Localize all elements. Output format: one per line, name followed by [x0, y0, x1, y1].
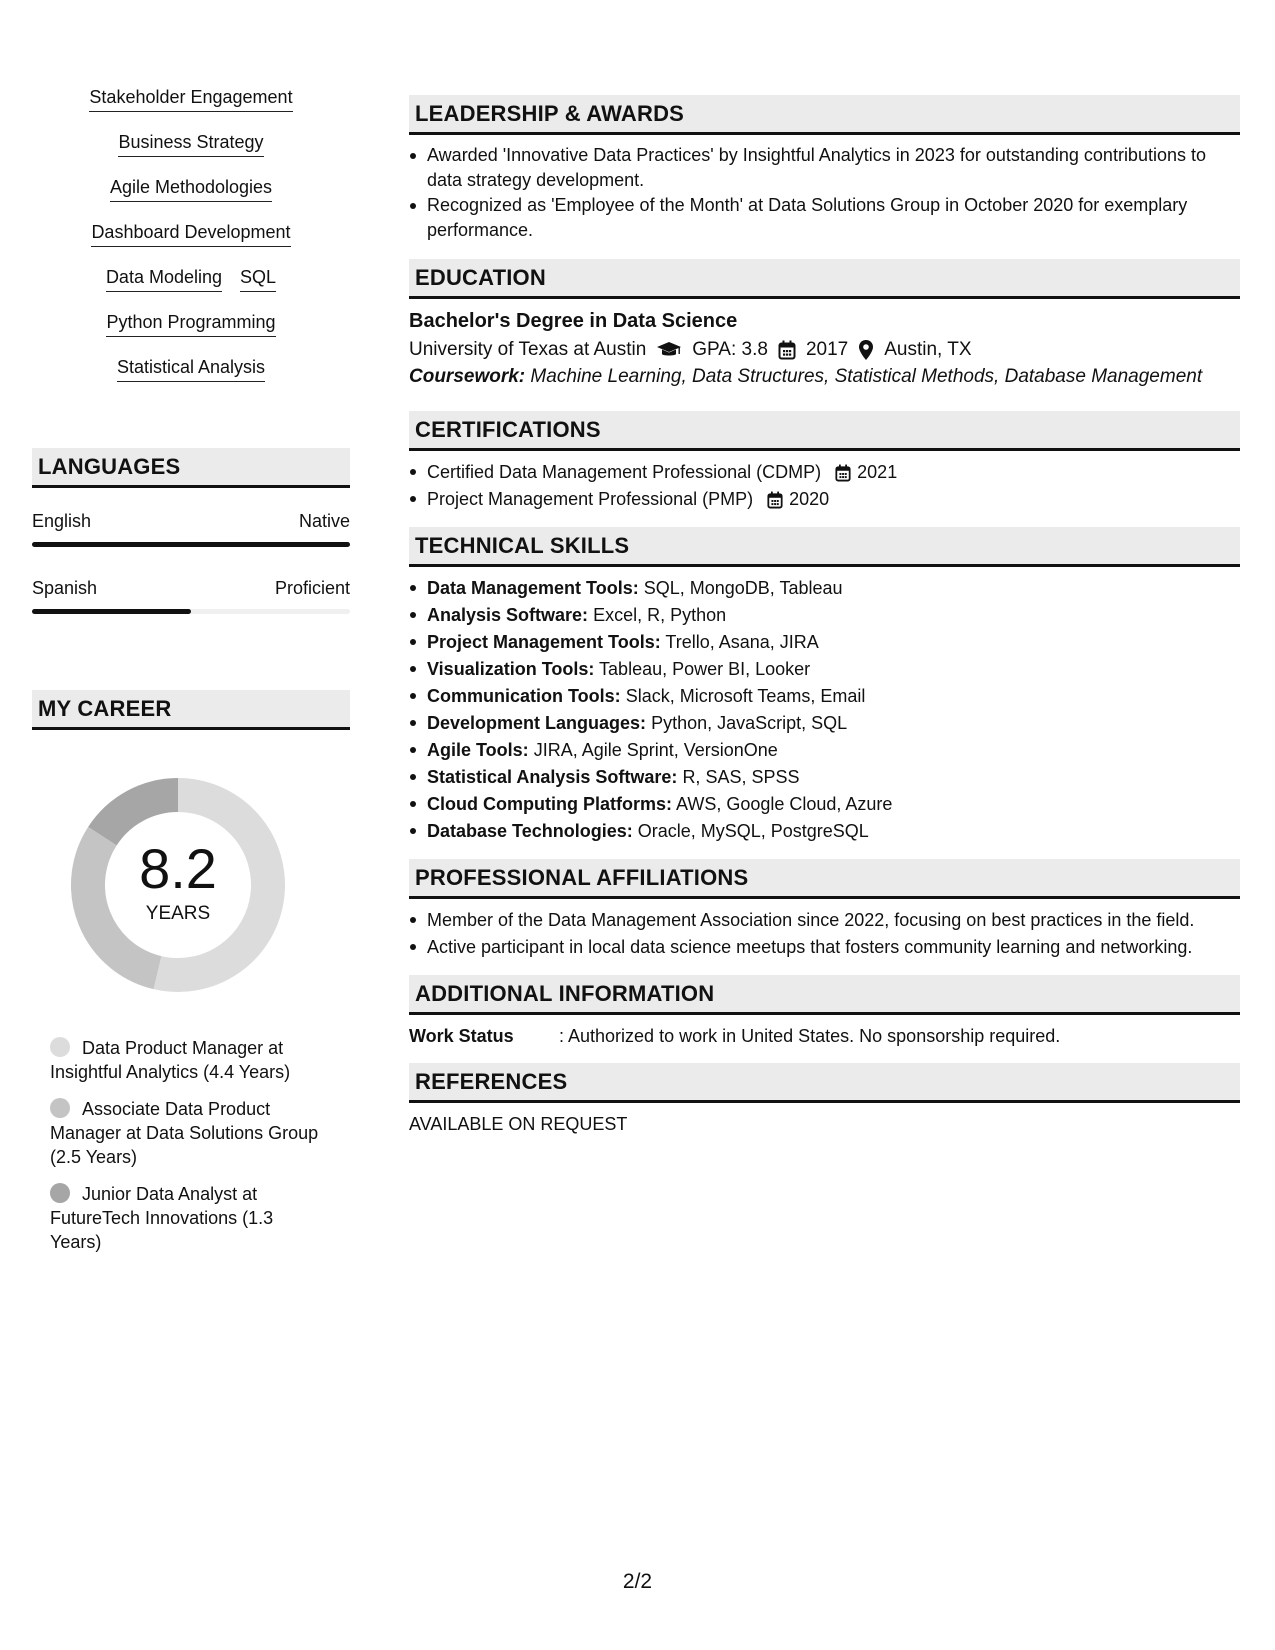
calendar-icon [767, 491, 783, 509]
skill-category: Project Management Tools: [427, 632, 661, 652]
career-role-label: Junior Data Analyst at FutureTech Innovations (1.3 Years) [50, 1184, 274, 1252]
language-level: Proficient [274, 578, 350, 598]
languages-heading [32, 448, 350, 488]
technical-skills-list [409, 575, 1240, 845]
education-gpa: GPA: 3.8 [692, 339, 768, 360]
list-item: Member of the Data Management Association since 2022, focusing on best practices in the field. [409, 907, 1240, 934]
language-item [32, 577, 350, 614]
section-title: TECHNICAL SKILLS [415, 532, 630, 558]
calendar-icon [835, 464, 851, 482]
skill-values: Slack, Microsoft Teams, Email [625, 686, 866, 706]
certifications-list [409, 459, 1240, 513]
work-status-row [409, 1023, 1240, 1049]
skill-category: Visualization Tools: [427, 659, 595, 679]
language-bar [32, 609, 350, 614]
list-item: Awarded 'Innovative Data Practices' by Insightful Analytics in 2023 for outstanding contributions to data strategy development. [409, 143, 1240, 193]
language-bar-fill [32, 609, 191, 614]
career-years-unit: YEARS [145, 903, 211, 924]
skill-tag: Dashboard Development [91, 221, 290, 247]
skill-category: Statistical Analysis Software: [427, 767, 678, 787]
skill-values: Trello, Asana, JIRA [665, 632, 819, 652]
section-title: EDUCATION [415, 264, 546, 290]
certification-year: 2021 [857, 462, 898, 482]
list-item [409, 764, 1240, 791]
technical-skills-heading [409, 527, 1240, 567]
affiliations-heading [409, 859, 1240, 899]
skill-values: Python, JavaScript, SQL [651, 713, 848, 733]
education-heading [409, 259, 1240, 299]
certifications-heading [409, 411, 1240, 451]
skill-tag: Stakeholder Engagement [89, 86, 292, 112]
career-role-label: Associate Data Product Manager at Data Solutions Group (2.5 Years) [50, 1099, 319, 1167]
skills-list [32, 86, 350, 401]
page-number: 2/2 [622, 1570, 653, 1593]
leadership-list [409, 143, 1240, 243]
skill-values: Excel, R, Python [593, 605, 727, 625]
affiliations-list [409, 907, 1240, 961]
skill-row [118, 131, 263, 176]
career-legend [32, 1036, 322, 1254]
section-title: CERTIFICATIONS [415, 416, 601, 442]
section-title: PROFESSIONAL AFFILIATIONS [415, 864, 749, 890]
additional-info-heading [409, 975, 1240, 1015]
right-column [409, 95, 1240, 1137]
skill-row [117, 356, 265, 401]
career-legend-item [50, 1036, 322, 1084]
skill-category: Database Technologies: [427, 821, 633, 841]
skill-row [106, 266, 276, 311]
skill-row [91, 221, 290, 266]
language-name: English [32, 511, 92, 531]
legend-dot [50, 1183, 70, 1203]
education-year: 2017 [805, 339, 849, 360]
list-item [409, 737, 1240, 764]
skill-category: Communication Tools: [427, 686, 621, 706]
list-item: Recognized as 'Employee of the Month' at Data Solutions Group in October 2020 for exemplary performance. [409, 193, 1240, 243]
skill-values: SQL, MongoDB, Tableau [643, 578, 843, 598]
certification-name: Project Management Professional (PMP) [427, 489, 754, 509]
skill-values: R, SAS, SPSS [682, 767, 800, 787]
education-location: Austin, TX [884, 339, 972, 360]
graduation-cap-icon [656, 341, 682, 359]
skill-values: Tableau, Power BI, Looker [599, 659, 811, 679]
education-degree: Bachelor's Degree in Data Science [409, 310, 738, 332]
section-title: LEADERSHIP & AWARDS [415, 100, 685, 126]
skill-category: Development Languages: [427, 713, 647, 733]
career-total-years: 8.2 [139, 837, 217, 900]
section-title: LANGUAGES [38, 453, 181, 479]
language-item [32, 510, 350, 547]
list-item [409, 710, 1240, 737]
list-item [409, 629, 1240, 656]
language-name: Spanish [32, 578, 98, 598]
legend-dot [50, 1098, 70, 1118]
calendar-icon [778, 340, 796, 360]
skill-tag: Data Modeling [106, 266, 222, 292]
skill-category: Agile Tools: [427, 740, 529, 760]
education-coursework [409, 365, 1240, 389]
career-legend-item [50, 1182, 322, 1254]
language-bar-fill [32, 542, 350, 547]
list-item [409, 486, 1240, 513]
skill-tag: SQL [240, 266, 276, 292]
left-column [32, 86, 350, 1267]
list-item [409, 575, 1240, 602]
work-status-label: Work Status [409, 1026, 514, 1046]
legend-dot [50, 1037, 70, 1057]
skill-category: Analysis Software: [427, 605, 589, 625]
references-heading [409, 1063, 1240, 1103]
skill-tag: Agile Methodologies [110, 176, 272, 202]
education-school: University of Texas at Austin [409, 339, 647, 360]
career-legend-item [50, 1097, 322, 1169]
education-details [409, 335, 1240, 365]
section-title: REFERENCES [415, 1068, 568, 1094]
certification-year: 2020 [789, 489, 830, 509]
coursework-text: Machine Learning, Data Structures, Statistical Methods, Database Management [530, 366, 1203, 387]
leadership-heading [409, 95, 1240, 135]
career-donut-chart [65, 772, 291, 998]
list-item: Active participant in local data science meetups that fosters community learning and networking. [409, 934, 1240, 961]
list-item [409, 683, 1240, 710]
skill-row [89, 86, 292, 131]
skill-tag: Statistical Analysis [117, 356, 265, 382]
skill-row [106, 311, 275, 356]
language-bar [32, 542, 350, 547]
section-title: MY CAREER [38, 695, 172, 721]
coursework-label: Coursework: [409, 366, 526, 387]
career-heading [32, 690, 350, 730]
skill-row [110, 176, 272, 221]
list-item [409, 602, 1240, 629]
references-text: AVAILABLE ON REQUEST [409, 1114, 628, 1134]
list-item [409, 818, 1240, 845]
skill-category: Cloud Computing Platforms: [427, 794, 672, 814]
language-level: Native [298, 511, 350, 531]
skill-values: JIRA, Agile Sprint, VersionOne [533, 740, 778, 760]
section-title: ADDITIONAL INFORMATION [415, 980, 715, 1006]
map-pin-icon [858, 339, 874, 361]
career-role-label: Data Product Manager at Insightful Analytics (4.4 Years) [50, 1038, 291, 1082]
donut-center [65, 772, 291, 998]
skill-tag: Python Programming [106, 311, 275, 337]
skill-values: AWS, Google Cloud, Azure [676, 794, 893, 814]
list-item [409, 656, 1240, 683]
list-item [409, 459, 1240, 486]
skill-values: Oracle, MySQL, PostgreSQL [637, 821, 869, 841]
work-status-value: : Authorized to work in United States. No sponsorship required. [559, 1026, 1061, 1046]
certification-name: Certified Data Management Professional (CDMP) [427, 462, 822, 482]
skill-tag: Business Strategy [118, 131, 263, 157]
list-item [409, 791, 1240, 818]
skill-category: Data Management Tools: [427, 578, 639, 598]
